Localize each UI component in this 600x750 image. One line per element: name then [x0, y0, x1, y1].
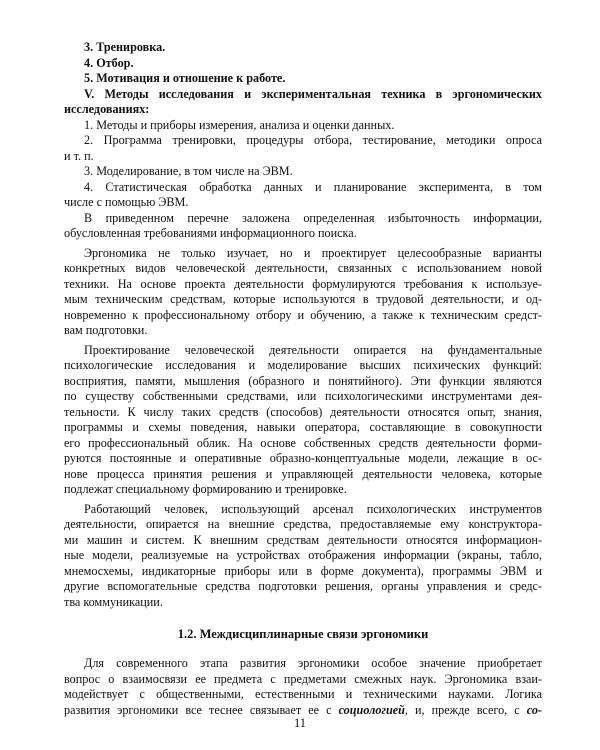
list-item-line: 1. Методы и приборы измерения, анализа и оценки данных. — [84, 117, 395, 132]
list-item-line: 3. Моделирование, в том числе на ЭВМ. — [84, 164, 293, 178]
paragraph — [64, 502, 542, 611]
section-v — [64, 87, 542, 211]
list-item: 4. Отбор. — [84, 55, 134, 70]
paragraph — [64, 211, 542, 242]
paragraph-line: по существу собственными средствами, или психологическими инструментами дея- — [64, 389, 542, 403]
paragraph-line: обусловленная требованиями информационного поиска. — [64, 226, 357, 240]
paragraph-line: Работающий человек, использующий арсенал психологических инструментов — [84, 501, 542, 516]
list-item: 3. Тренировка. — [84, 40, 166, 54]
paragraph-line: ми машин и систем. К внешним средствам деятельности относятся информацион- — [64, 532, 542, 547]
list-item-line: 4. Статистическая обработка данных и планирование эксперимента, в том — [84, 179, 542, 194]
list-item-line: и т. п. — [64, 148, 94, 163]
paragraph-line: модействует с общественными, естественными и техническими науками. Логика — [64, 687, 542, 701]
section-title-line: исследованиях: — [64, 102, 150, 116]
body-paragraphs — [64, 211, 542, 611]
paragraph-line: руются постоянные и оперативные образно-концептуальные модели, лежащие в ос- — [64, 451, 542, 465]
paragraph — [64, 246, 542, 339]
paragraph-line: другие вспомогательные средства подготовки решения, органы управления и средс- — [64, 579, 542, 593]
paragraph-line: В приведенном перечне заложена определенная избыточность информации, — [84, 210, 542, 225]
section-heading: 1.2. Междисциплинарные связи эргономики — [177, 627, 429, 641]
list-item-line: числе с помощью ЭВМ. — [64, 195, 189, 209]
section-title-line: V. Методы исследования и экспериментальная техника в эргономических — [84, 86, 542, 101]
paragraph-line: подлежат специальному формированию и тренировке. — [64, 482, 347, 496]
emphasis-word: социологией — [338, 702, 405, 717]
paragraph-line: деятельности, опирается на внешние средства, предоставляемые ему конструктора- — [64, 517, 542, 531]
paragraph-line: Проектирование человеческой деятельности опирается на фундаментальные — [84, 342, 542, 357]
paragraph-line: восприятия, памяти, мышления (образного и понятийного). Эти функции являются — [64, 373, 542, 388]
paragraph-line: вам подготовки. — [64, 323, 148, 337]
paragraph-line: конкретных видов человеческой деятельности, связанных с использованием новой — [64, 261, 542, 275]
emphasis-word: со- — [526, 702, 542, 717]
paragraph-line: программы и схемы поведения, навыки оператора, составляющие в совокупности — [64, 420, 542, 434]
paragraph-line: нове процесса принятия решения и управляющей деятельности человека, которые — [64, 466, 542, 481]
paragraph-line: мнемосхемы, индикаторные приборы или в форме документа), программы ЭВМ и — [64, 563, 542, 578]
paragraph-line: его профессиональный облик. На основе собственных средств деятельности форми- — [64, 435, 542, 450]
paragraph-line: мым техническим средствам, которые используются в трудовой деятельности, и од- — [64, 292, 542, 306]
paragraph-line: новременно к профессиональному отбору и обучению, а также к техническим средст- — [64, 307, 542, 322]
list-item-line: 2. Программа тренировки, процедуры отбора, тестирование, методики опроса — [84, 133, 542, 147]
final-paragraph — [64, 656, 542, 718]
list-item: 5. Мотивация и отношение к работе. — [84, 71, 286, 85]
paragraph-line: Для современного этапа развития эргономики особое значение приобретает — [84, 656, 542, 670]
paragraph-line: тва коммуникации. — [64, 594, 163, 609]
top-list — [64, 40, 542, 87]
paragraph-line: Эргономика не только изучает, но и проектирует целесообразные варианты — [84, 245, 542, 260]
paragraph-line: ные модели, реализуемые на устройствах отображения информации (экраны, табло, — [64, 548, 542, 562]
paragraph-line: психологические исследования и моделирование высших психических функций: — [64, 358, 542, 372]
paragraph-line: техники. На основе проекта деятельности формулируются требования к используе- — [64, 276, 542, 291]
paragraph — [64, 343, 542, 498]
paragraph-line: тельности. К числу таких средств (способов) деятельности относятся опыт, знания, — [64, 404, 542, 419]
final-last-line: развития эргономики все теснее связывает ее с социологией, и, прежде всего, с со- — [64, 702, 542, 717]
paragraph-line: вопрос о взаимосвязи ее предмета с предметами смежных наук. Эргономика взаи- — [64, 671, 542, 686]
page-number: 11 — [293, 716, 307, 730]
